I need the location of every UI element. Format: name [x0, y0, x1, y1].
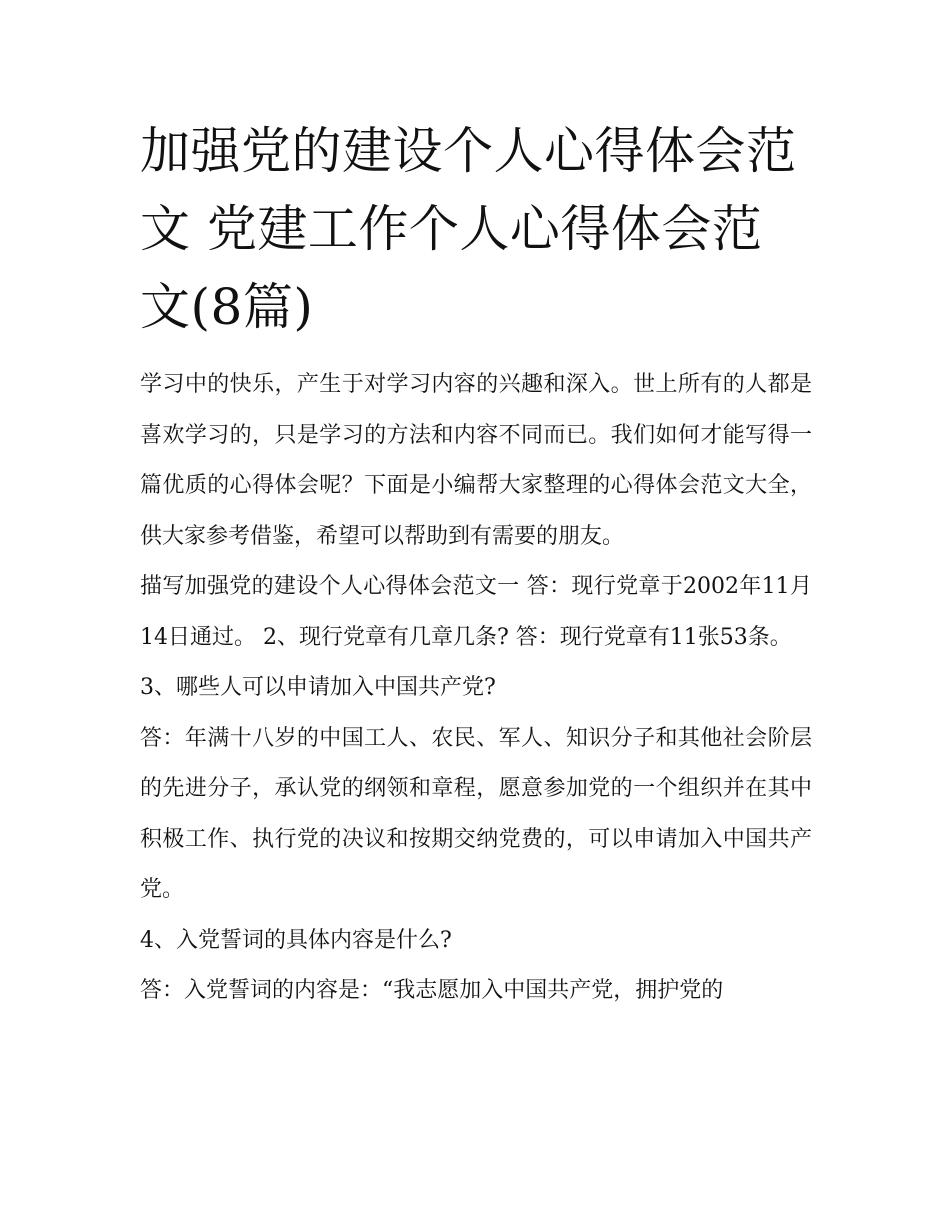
paragraph-question-3: 3、哪些人可以申请加入中国共产党? [140, 675, 496, 700]
paragraph-intro: 学习中的快乐，产生于对学习内容的兴趣和深入。世上所有的人都是喜欢学习的，只是学习的方法和内容不同而已。我们如何才能写得一篇优质的心得体会呢？下面是小编帮大家整理的心得体会范文大全，供大家参考借鉴，希望可以帮助到有需要的朋友。 [140, 372, 812, 549]
paragraph-list [140, 360, 812, 1017]
paragraph-question-4: 4、入党誓词的具体内容是什么? [140, 927, 452, 953]
paragraph-answer-1-2: 描写加强党的建设个人心得体会范文一 答：现行党章于2002年11月14日通过。 2、现行党章有几章几条? 答：现行党章有11张53条。 [140, 574, 812, 650]
paragraph-answer-3: 答：年满十八岁的中国工人、农民、军人、知识分子和其他社会阶层的先进分子，承认党的纲领和章程，愿意参加党的一个组织并在其中积极工作、执行党的决议和按期交纳党费的，可以申请加入中国共产党。 [140, 725, 812, 902]
document-body [140, 112, 812, 1017]
paragraph-answer-4: 答：入党誓词的内容是：“我志愿加入中国共产党，拥护党的 [140, 978, 724, 1003]
document-title: 加强党的建设个人心得体会范文 党建工作个人心得体会范文(8篇) [140, 122, 797, 336]
